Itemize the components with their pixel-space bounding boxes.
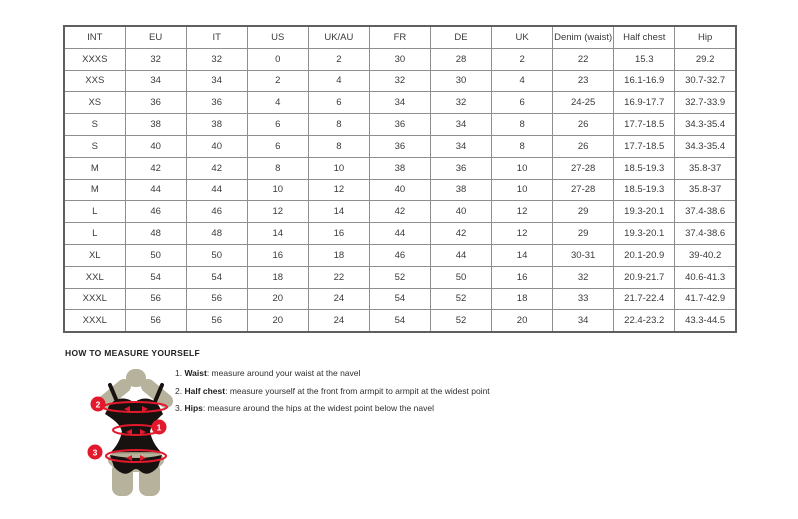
table-cell: 27-28	[553, 157, 614, 179]
table-cell: 24	[308, 310, 369, 332]
table-cell: 12	[492, 201, 553, 223]
table-row	[64, 157, 736, 179]
table-cell: 46	[369, 244, 430, 266]
table-cell: 35.8-37	[675, 157, 736, 179]
table-cell: 32.7-33.9	[675, 92, 736, 114]
table-cell: 6	[308, 92, 369, 114]
table-cell: 8	[247, 157, 308, 179]
table-cell: 36	[125, 92, 186, 114]
table-cell: 41.7-42.9	[675, 288, 736, 310]
table-cell: 34	[553, 310, 614, 332]
instruction-label: Hips	[184, 403, 203, 413]
column-header: Half chest	[614, 26, 675, 48]
table-cell: 40	[125, 135, 186, 157]
column-header: US	[247, 26, 308, 48]
table-cell: 40	[369, 179, 430, 201]
table-cell: 42	[430, 223, 491, 245]
table-cell: 22	[308, 266, 369, 288]
table-cell: 30-31	[553, 244, 614, 266]
table-cell: 14	[247, 223, 308, 245]
table-cell: 29	[553, 201, 614, 223]
table-cell: 22.4-23.2	[614, 310, 675, 332]
size-table-body	[64, 48, 736, 332]
table-cell: 8	[492, 135, 553, 157]
table-cell: 38	[369, 157, 430, 179]
table-cell: 4	[492, 70, 553, 92]
table-cell: 40	[430, 201, 491, 223]
table-cell: 36	[186, 92, 247, 114]
badge-waist-number: 1	[156, 422, 162, 433]
table-cell: 10	[492, 157, 553, 179]
table-cell: 35.8-37	[675, 179, 736, 201]
table-cell: 52	[430, 288, 491, 310]
table-row	[64, 48, 736, 70]
table-cell: 6	[492, 92, 553, 114]
table-cell: 38	[125, 114, 186, 136]
table-cell: 54	[125, 266, 186, 288]
table-cell: 50	[186, 244, 247, 266]
table-cell: M	[64, 179, 125, 201]
table-cell: 19.3-20.1	[614, 201, 675, 223]
table-row	[64, 244, 736, 266]
table-cell: 16.9-17.7	[614, 92, 675, 114]
table-cell: XL	[64, 244, 125, 266]
size-table-header-row	[64, 26, 736, 48]
column-header: Denim (waist)	[553, 26, 614, 48]
table-cell: L	[64, 201, 125, 223]
table-cell: M	[64, 157, 125, 179]
measure-instruction-half-chest	[175, 386, 490, 396]
table-cell: 56	[186, 310, 247, 332]
table-cell: 12	[308, 179, 369, 201]
table-cell: 15.3	[614, 48, 675, 70]
table-cell: 29.2	[675, 48, 736, 70]
table-cell: XXS	[64, 70, 125, 92]
table-cell: 6	[247, 135, 308, 157]
table-cell: 23	[553, 70, 614, 92]
table-cell: 56	[125, 288, 186, 310]
table-cell: 39-40.2	[675, 244, 736, 266]
table-cell: 27-28	[553, 179, 614, 201]
table-row	[64, 135, 736, 157]
table-row	[64, 92, 736, 114]
table-cell: 18	[308, 244, 369, 266]
table-cell: 16.1-16.9	[614, 70, 675, 92]
table-cell: 42	[186, 157, 247, 179]
badge-half-chest	[91, 397, 106, 412]
table-cell: 38	[186, 114, 247, 136]
column-header: DE	[430, 26, 491, 48]
table-cell: 56	[186, 288, 247, 310]
table-cell: XXXL	[64, 310, 125, 332]
table-cell: 2	[308, 48, 369, 70]
how-to-measure-title: HOW TO MEASURE YOURSELF	[65, 348, 201, 358]
table-cell: 16	[247, 244, 308, 266]
table-cell: 30.7-32.7	[675, 70, 736, 92]
table-cell: 26	[553, 114, 614, 136]
table-cell: 50	[430, 266, 491, 288]
table-cell: 52	[430, 310, 491, 332]
table-row	[64, 201, 736, 223]
table-cell: 32	[430, 92, 491, 114]
table-cell: XXXL	[64, 288, 125, 310]
table-cell: 40	[186, 135, 247, 157]
table-cell: 56	[125, 310, 186, 332]
table-cell: 26	[553, 135, 614, 157]
table-cell: 48	[186, 223, 247, 245]
badge-waist	[152, 420, 167, 435]
table-cell: 40.6-41.3	[675, 266, 736, 288]
table-cell: 36	[369, 135, 430, 157]
table-cell: 32	[125, 48, 186, 70]
table-cell: 22	[553, 48, 614, 70]
table-cell: 34	[430, 114, 491, 136]
table-cell: 43.3-44.5	[675, 310, 736, 332]
table-cell: 37.4-38.6	[675, 223, 736, 245]
table-cell: XS	[64, 92, 125, 114]
table-cell: 54	[369, 310, 430, 332]
table-cell: 18.5-19.3	[614, 157, 675, 179]
column-header: Hip	[675, 26, 736, 48]
table-cell: 20.1-20.9	[614, 244, 675, 266]
table-cell: 30	[369, 48, 430, 70]
table-cell: 8	[308, 114, 369, 136]
table-cell: 34	[430, 135, 491, 157]
table-cell: 4	[247, 92, 308, 114]
instruction-text: : measure around your waist at the navel	[206, 368, 361, 378]
table-cell: 17.7-18.5	[614, 135, 675, 157]
table-cell: 10	[492, 179, 553, 201]
table-cell: 30	[430, 70, 491, 92]
table-cell: 42	[125, 157, 186, 179]
table-row	[64, 223, 736, 245]
table-cell: 44	[186, 179, 247, 201]
table-cell: 46	[186, 201, 247, 223]
table-cell: 54	[186, 266, 247, 288]
table-cell: S	[64, 135, 125, 157]
table-cell: 18	[492, 288, 553, 310]
table-cell: 34	[186, 70, 247, 92]
table-cell: 16	[308, 223, 369, 245]
table-row	[64, 70, 736, 92]
table-cell: 44	[125, 179, 186, 201]
column-header: INT	[64, 26, 125, 48]
table-cell: 24	[308, 288, 369, 310]
table-row	[64, 179, 736, 201]
table-cell: 32	[186, 48, 247, 70]
table-cell: 8	[308, 135, 369, 157]
table-cell: 38	[430, 179, 491, 201]
table-cell: 54	[369, 288, 430, 310]
table-cell: 19.3-20.1	[614, 223, 675, 245]
table-row	[64, 114, 736, 136]
table-cell: XXL	[64, 266, 125, 288]
table-cell: 44	[369, 223, 430, 245]
badge-hips-number: 3	[92, 447, 98, 458]
instruction-label: Waist	[184, 368, 207, 378]
table-cell: 52	[369, 266, 430, 288]
table-cell: 0	[247, 48, 308, 70]
table-cell: 50	[125, 244, 186, 266]
table-cell: 32	[553, 266, 614, 288]
table-cell: 21.7-22.4	[614, 288, 675, 310]
table-cell: 10	[308, 157, 369, 179]
table-cell: 14	[308, 201, 369, 223]
table-cell: 36	[369, 114, 430, 136]
table-cell: 48	[125, 223, 186, 245]
table-cell: 28	[430, 48, 491, 70]
table-cell: L	[64, 223, 125, 245]
table-cell: 6	[247, 114, 308, 136]
table-cell: 36	[430, 157, 491, 179]
table-cell: 20	[492, 310, 553, 332]
column-header: UK/AU	[308, 26, 369, 48]
instruction-text: : measure yourself at the front from armpit to armpit at the widest point	[225, 385, 490, 396]
measure-instruction-waist	[175, 368, 490, 378]
instruction-number: 3.	[175, 403, 183, 413]
table-cell: 34.3-35.4	[675, 114, 736, 136]
table-cell: 42	[369, 201, 430, 223]
table-row	[64, 266, 736, 288]
table-cell: 29	[553, 223, 614, 245]
measure-instructions-list	[175, 368, 490, 421]
instruction-text: : measure around the hips at the widest point below the navel	[202, 403, 434, 413]
table-cell: S	[64, 114, 125, 136]
table-cell: 34	[125, 70, 186, 92]
table-cell: 2	[247, 70, 308, 92]
table-cell: XXXS	[64, 48, 125, 70]
instruction-number: 2.	[175, 385, 183, 396]
column-header: EU	[125, 26, 186, 48]
column-header: UK	[492, 26, 553, 48]
table-cell: 4	[308, 70, 369, 92]
table-cell: 10	[247, 179, 308, 201]
table-cell: 20.9-21.7	[614, 266, 675, 288]
table-cell: 34	[369, 92, 430, 114]
table-cell: 46	[125, 201, 186, 223]
instruction-label: Half chest	[184, 385, 226, 396]
column-header: IT	[186, 26, 247, 48]
table-cell: 18	[247, 266, 308, 288]
size-chart-table	[63, 25, 737, 333]
instruction-number: 1.	[175, 368, 183, 378]
table-cell: 32	[369, 70, 430, 92]
table-cell: 20	[247, 310, 308, 332]
table-cell: 12	[492, 223, 553, 245]
table-cell: 8	[492, 114, 553, 136]
table-cell: 33	[553, 288, 614, 310]
table-cell: 12	[247, 201, 308, 223]
table-cell: 2	[492, 48, 553, 70]
table-cell: 18.5-19.3	[614, 179, 675, 201]
table-cell: 17.7-18.5	[614, 114, 675, 136]
measure-instruction-hips	[175, 403, 490, 413]
table-cell: 34.3-35.4	[675, 135, 736, 157]
table-cell: 14	[492, 244, 553, 266]
table-cell: 44	[430, 244, 491, 266]
table-cell: 16	[492, 266, 553, 288]
table-row	[64, 310, 736, 332]
column-header: FR	[369, 26, 430, 48]
table-cell: 20	[247, 288, 308, 310]
table-row	[64, 288, 736, 310]
table-cell: 24-25	[553, 92, 614, 114]
badge-half-chest-number: 2	[95, 399, 101, 410]
badge-hips	[88, 445, 103, 460]
table-cell: 37.4-38.6	[675, 201, 736, 223]
